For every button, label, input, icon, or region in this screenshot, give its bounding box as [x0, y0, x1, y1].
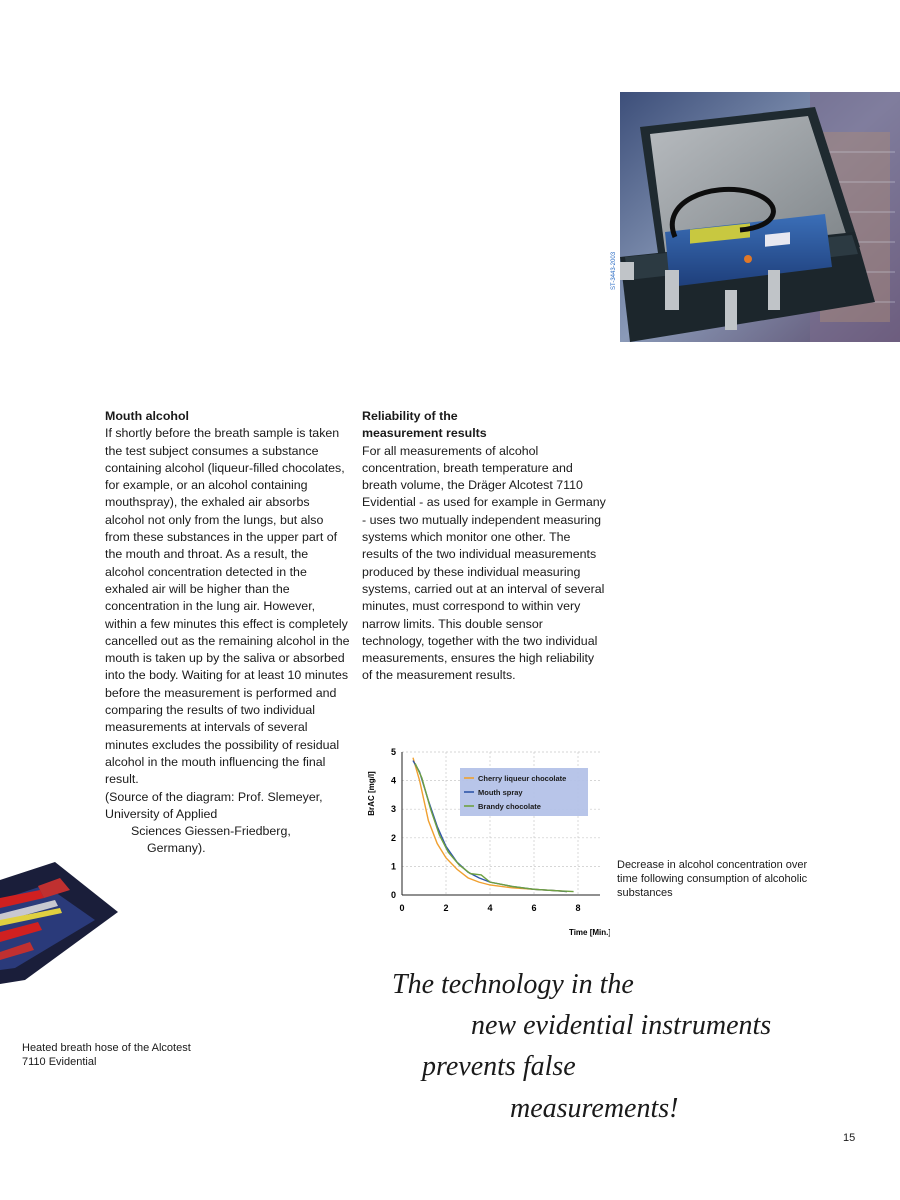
x-axis-label: Time [Min.] [568, 928, 610, 937]
page-number: 15 [843, 1132, 856, 1144]
breath-hose-photo [0, 850, 125, 990]
photo-credit: ST-3443-2003 [611, 251, 617, 290]
chart-caption: Decrease in alcohol concentration over time following consumption of alcoholic substances [617, 859, 808, 899]
legend-label-2: Mouth spray [478, 788, 523, 797]
diagram-source [105, 789, 350, 858]
diagram-source-line3: Germany). [147, 841, 206, 856]
alcotest-case-photo [620, 92, 900, 342]
x-tick-label: 0 [399, 903, 405, 913]
y-tick-label: 3 [390, 804, 396, 815]
reliability-heading: Reliability of the measurement results [362, 409, 487, 441]
y-tick-label: 5 [390, 747, 396, 757]
quote-line-2: new evidential instruments [471, 1010, 772, 1041]
alcohol-decrease-chart [360, 740, 610, 945]
x-tick-label: 4 [487, 903, 493, 913]
legend-label-1: Cherry liqueur chocolate [478, 774, 567, 783]
quote-line-4: measurements! [510, 1093, 679, 1124]
hose-caption: Heated breath hose of the Alcotest 7110 Evidential [22, 1042, 191, 1068]
y-tick-label: 0 [390, 890, 396, 900]
diagram-source-line1: (Source of the diagram: Prof. Slemeyer, University of Applied [105, 789, 323, 821]
x-tick-label: 2 [443, 903, 449, 913]
mouth-alcohol-body: If shortly before the breath sample is taken the test subject consumes a substance containing alcohol (liqueur-filled chocolates, for example, or an alcohol containing mouthspray), the exhaled air absorbs alcohol not only from the lungs, but also from these substances in the upper part of the mouth and throat. As a result, the alcohol concentration detected in the exhaled air will be higher than the concentration in the lung air. However, within a few minutes this effect is completely cancelled out as the remaining alcohol in the mouth is taken up by the saliva or absorbed into the body. Waiting for at least 10 minutes before the measurement is performed and comparing the results of two individual measurements at intervals of several minutes excludes the possibility of residual alcohol in the mouth influencing the final result. [105, 426, 350, 787]
mouth-alcohol-column [105, 408, 350, 858]
y-tick-label: 1 [390, 861, 396, 872]
mouth-alcohol-heading: Mouth alcohol [105, 409, 189, 423]
reliability-column [362, 408, 607, 685]
quote-line-3: prevents false [422, 1051, 576, 1082]
x-tick-label: 6 [531, 903, 537, 913]
y-tick-label: 4 [390, 775, 396, 786]
legend-label-3: Brandy chocolate [478, 802, 541, 811]
reliability-body: For all measurements of alcohol concentration, breath temperature and breath volume, the Dräger Alcotest 7110 Evidential - as used for example in Germany - uses two mutually independent measuring systems which monitor one other. The results of the two individual measurements produced by these individual measuring systems, carried out at an interval of several minutes, must correspond to within very narrow limits. This double sensor technology, together with the two individual measurements, ensures the high reliability of the measurement results. [362, 443, 606, 683]
quote-line-1: The technology in the [392, 969, 634, 1000]
diagram-source-line2: Sciences Giessen-Friedberg, [131, 824, 291, 839]
x-tick-label: 8 [575, 903, 581, 913]
y-tick-label: 2 [390, 832, 396, 843]
y-axis-label: BrAC [mg/l] [367, 771, 376, 816]
chart-svg [360, 740, 610, 945]
